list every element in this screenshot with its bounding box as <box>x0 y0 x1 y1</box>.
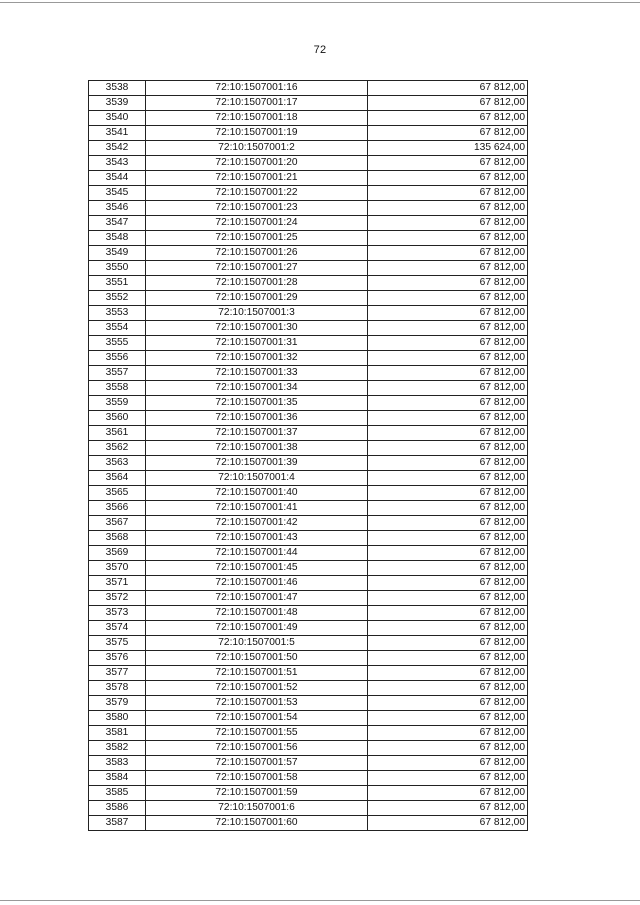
value-cell: 67 812,00 <box>368 351 528 366</box>
cadastral-number-cell: 72:10:1507001:34 <box>146 381 368 396</box>
value-cell: 67 812,00 <box>368 576 528 591</box>
row-number-cell: 3575 <box>89 636 146 651</box>
value-cell: 67 812,00 <box>368 786 528 801</box>
value-cell: 67 812,00 <box>368 441 528 456</box>
value-cell: 67 812,00 <box>368 651 528 666</box>
page-number: 72 <box>313 44 327 56</box>
table-row <box>89 366 528 381</box>
table-row <box>89 456 528 471</box>
row-number-cell: 3543 <box>89 156 146 171</box>
value-cell: 67 812,00 <box>368 156 528 171</box>
page-top-edge <box>0 2 640 3</box>
row-number-cell: 3558 <box>89 381 146 396</box>
value-cell: 67 812,00 <box>368 396 528 411</box>
table-row <box>89 321 528 336</box>
row-number-cell: 3540 <box>89 111 146 126</box>
cadastral-number-cell: 72:10:1507001:54 <box>146 711 368 726</box>
value-cell: 67 812,00 <box>368 561 528 576</box>
cadastral-number-cell: 72:10:1507001:25 <box>146 231 368 246</box>
value-cell: 67 812,00 <box>368 81 528 96</box>
value-cell: 67 812,00 <box>368 801 528 816</box>
row-number-cell: 3550 <box>89 261 146 276</box>
table-row <box>89 231 528 246</box>
table-row <box>89 501 528 516</box>
row-number-cell: 3538 <box>89 81 146 96</box>
cadastral-number-cell: 72:10:1507001:40 <box>146 486 368 501</box>
cadastral-number-cell: 72:10:1507001:46 <box>146 576 368 591</box>
table-row <box>89 381 528 396</box>
cadastral-number-cell: 72:10:1507001:32 <box>146 351 368 366</box>
cadastral-number-cell: 72:10:1507001:18 <box>146 111 368 126</box>
table-row <box>89 576 528 591</box>
row-number-cell: 3548 <box>89 231 146 246</box>
value-cell: 67 812,00 <box>368 681 528 696</box>
value-cell: 67 812,00 <box>368 261 528 276</box>
cadastral-number-cell: 72:10:1507001:37 <box>146 426 368 441</box>
value-cell: 67 812,00 <box>368 531 528 546</box>
value-cell: 67 812,00 <box>368 186 528 201</box>
table-row <box>89 471 528 486</box>
row-number-cell: 3545 <box>89 186 146 201</box>
table-row <box>89 726 528 741</box>
table-row <box>89 276 528 291</box>
value-cell: 67 812,00 <box>368 726 528 741</box>
cadastral-number-cell: 72:10:1507001:26 <box>146 246 368 261</box>
cadastral-number-cell: 72:10:1507001:45 <box>146 561 368 576</box>
table-row <box>89 261 528 276</box>
table-row <box>89 606 528 621</box>
row-number-cell: 3581 <box>89 726 146 741</box>
row-number-cell: 3576 <box>89 651 146 666</box>
value-cell: 67 812,00 <box>368 96 528 111</box>
value-cell: 67 812,00 <box>368 171 528 186</box>
value-cell: 67 812,00 <box>368 606 528 621</box>
value-cell: 67 812,00 <box>368 741 528 756</box>
row-number-cell: 3556 <box>89 351 146 366</box>
table-row <box>89 441 528 456</box>
table-row <box>89 651 528 666</box>
table-row <box>89 516 528 531</box>
table-row <box>89 291 528 306</box>
row-number-cell: 3563 <box>89 456 146 471</box>
value-cell: 67 812,00 <box>368 246 528 261</box>
row-number-cell: 3551 <box>89 276 146 291</box>
cadastral-number-cell: 72:10:1507001:22 <box>146 186 368 201</box>
row-number-cell: 3560 <box>89 411 146 426</box>
row-number-cell: 3582 <box>89 741 146 756</box>
table-row <box>89 711 528 726</box>
table-row <box>89 636 528 651</box>
cadastral-number-cell: 72:10:1507001:56 <box>146 741 368 756</box>
value-cell: 67 812,00 <box>368 126 528 141</box>
value-cell: 67 812,00 <box>368 816 528 831</box>
table-row <box>89 396 528 411</box>
row-number-cell: 3565 <box>89 486 146 501</box>
table-row <box>89 171 528 186</box>
cadastral-number-cell: 72:10:1507001:55 <box>146 726 368 741</box>
cadastral-number-cell: 72:10:1507001:16 <box>146 81 368 96</box>
cadastral-number-cell: 72:10:1507001:24 <box>146 216 368 231</box>
cadastral-number-cell: 72:10:1507001:53 <box>146 696 368 711</box>
value-cell: 67 812,00 <box>368 501 528 516</box>
row-number-cell: 3572 <box>89 591 146 606</box>
cadastral-number-cell: 72:10:1507001:17 <box>146 96 368 111</box>
cadastral-number-cell: 72:10:1507001:3 <box>146 306 368 321</box>
cadastral-number-cell: 72:10:1507001:29 <box>146 291 368 306</box>
value-cell: 67 812,00 <box>368 711 528 726</box>
cadastral-number-cell: 72:10:1507001:23 <box>146 201 368 216</box>
cadastral-number-cell: 72:10:1507001:48 <box>146 606 368 621</box>
row-number-cell: 3567 <box>89 516 146 531</box>
row-number-cell: 3568 <box>89 531 146 546</box>
value-cell: 67 812,00 <box>368 291 528 306</box>
cadastral-number-cell: 72:10:1507001:36 <box>146 411 368 426</box>
table-row <box>89 186 528 201</box>
row-number-cell: 3559 <box>89 396 146 411</box>
table-row <box>89 126 528 141</box>
row-number-cell: 3549 <box>89 246 146 261</box>
cadastral-number-cell: 72:10:1507001:21 <box>146 171 368 186</box>
table-row <box>89 111 528 126</box>
cadastral-number-cell: 72:10:1507001:50 <box>146 651 368 666</box>
cadastral-number-cell: 72:10:1507001:41 <box>146 501 368 516</box>
value-cell: 67 812,00 <box>368 456 528 471</box>
cadastral-number-cell: 72:10:1507001:44 <box>146 546 368 561</box>
row-number-cell: 3570 <box>89 561 146 576</box>
value-cell: 67 812,00 <box>368 111 528 126</box>
cadastral-number-cell: 72:10:1507001:6 <box>146 801 368 816</box>
value-cell: 67 812,00 <box>368 696 528 711</box>
value-cell: 67 812,00 <box>368 771 528 786</box>
row-number-cell: 3552 <box>89 291 146 306</box>
row-number-cell: 3562 <box>89 441 146 456</box>
cadastral-number-cell: 72:10:1507001:60 <box>146 816 368 831</box>
table-row <box>89 336 528 351</box>
page-bottom-edge <box>0 900 640 901</box>
value-cell: 67 812,00 <box>368 276 528 291</box>
cadastral-number-cell: 72:10:1507001:51 <box>146 666 368 681</box>
cadastral-number-cell: 72:10:1507001:49 <box>146 621 368 636</box>
row-number-cell: 3574 <box>89 621 146 636</box>
cadastral-number-cell: 72:10:1507001:31 <box>146 336 368 351</box>
table-row <box>89 246 528 261</box>
row-number-cell: 3566 <box>89 501 146 516</box>
value-cell: 67 812,00 <box>368 411 528 426</box>
cadastral-number-cell: 72:10:1507001:5 <box>146 636 368 651</box>
table-row <box>89 351 528 366</box>
value-cell: 67 812,00 <box>368 336 528 351</box>
table-row <box>89 96 528 111</box>
table-row <box>89 591 528 606</box>
value-cell: 67 812,00 <box>368 591 528 606</box>
value-cell: 67 812,00 <box>368 321 528 336</box>
value-cell: 67 812,00 <box>368 486 528 501</box>
value-cell: 67 812,00 <box>368 381 528 396</box>
cadastral-number-cell: 72:10:1507001:47 <box>146 591 368 606</box>
row-number-cell: 3542 <box>89 141 146 156</box>
cadastral-number-cell: 72:10:1507001:59 <box>146 786 368 801</box>
value-cell: 67 812,00 <box>368 216 528 231</box>
table-row <box>89 216 528 231</box>
table-row <box>89 411 528 426</box>
row-number-cell: 3578 <box>89 681 146 696</box>
value-cell: 67 812,00 <box>368 426 528 441</box>
cadastral-number-cell: 72:10:1507001:4 <box>146 471 368 486</box>
table-row <box>89 486 528 501</box>
cadastral-number-cell: 72:10:1507001:39 <box>146 456 368 471</box>
cadastral-number-cell: 72:10:1507001:2 <box>146 141 368 156</box>
table-row <box>89 306 528 321</box>
row-number-cell: 3587 <box>89 816 146 831</box>
value-cell: 67 812,00 <box>368 306 528 321</box>
row-number-cell: 3544 <box>89 171 146 186</box>
table-row <box>89 741 528 756</box>
table-row <box>89 801 528 816</box>
row-number-cell: 3577 <box>89 666 146 681</box>
row-number-cell: 3546 <box>89 201 146 216</box>
table-row <box>89 771 528 786</box>
table-row <box>89 81 528 96</box>
table-row <box>89 786 528 801</box>
cadastral-number-cell: 72:10:1507001:30 <box>146 321 368 336</box>
cadastral-number-cell: 72:10:1507001:28 <box>146 276 368 291</box>
cadastral-number-cell: 72:10:1507001:57 <box>146 756 368 771</box>
row-number-cell: 3539 <box>89 96 146 111</box>
row-number-cell: 3586 <box>89 801 146 816</box>
row-number-cell: 3547 <box>89 216 146 231</box>
row-number-cell: 3564 <box>89 471 146 486</box>
value-cell: 67 812,00 <box>368 201 528 216</box>
value-cell: 67 812,00 <box>368 666 528 681</box>
row-number-cell: 3580 <box>89 711 146 726</box>
table-row <box>89 666 528 681</box>
value-cell: 67 812,00 <box>368 366 528 381</box>
value-cell: 67 812,00 <box>368 471 528 486</box>
table-row <box>89 531 528 546</box>
table-row <box>89 816 528 831</box>
table-row <box>89 696 528 711</box>
value-cell: 67 812,00 <box>368 231 528 246</box>
value-cell: 67 812,00 <box>368 756 528 771</box>
cadastral-number-cell: 72:10:1507001:19 <box>146 126 368 141</box>
table-row <box>89 201 528 216</box>
value-cell: 67 812,00 <box>368 516 528 531</box>
row-number-cell: 3571 <box>89 576 146 591</box>
row-number-cell: 3554 <box>89 321 146 336</box>
row-number-cell: 3569 <box>89 546 146 561</box>
cadastral-number-cell: 72:10:1507001:42 <box>146 516 368 531</box>
table-row <box>89 156 528 171</box>
value-cell: 135 624,00 <box>368 141 528 156</box>
cadastral-number-cell: 72:10:1507001:20 <box>146 156 368 171</box>
table-row <box>89 561 528 576</box>
cadastral-number-cell: 72:10:1507001:43 <box>146 531 368 546</box>
table-row <box>89 141 528 156</box>
parcel-table <box>88 80 528 831</box>
cadastral-number-cell: 72:10:1507001:52 <box>146 681 368 696</box>
row-number-cell: 3561 <box>89 426 146 441</box>
value-cell: 67 812,00 <box>368 636 528 651</box>
row-number-cell: 3541 <box>89 126 146 141</box>
row-number-cell: 3583 <box>89 756 146 771</box>
cadastral-number-cell: 72:10:1507001:27 <box>146 261 368 276</box>
cadastral-number-cell: 72:10:1507001:35 <box>146 396 368 411</box>
cadastral-number-cell: 72:10:1507001:33 <box>146 366 368 381</box>
row-number-cell: 3553 <box>89 306 146 321</box>
cadastral-number-cell: 72:10:1507001:58 <box>146 771 368 786</box>
row-number-cell: 3579 <box>89 696 146 711</box>
row-number-cell: 3585 <box>89 786 146 801</box>
row-number-cell: 3573 <box>89 606 146 621</box>
table-row <box>89 546 528 561</box>
row-number-cell: 3584 <box>89 771 146 786</box>
table-row <box>89 681 528 696</box>
cadastral-number-cell: 72:10:1507001:38 <box>146 441 368 456</box>
row-number-cell: 3555 <box>89 336 146 351</box>
table-row <box>89 756 528 771</box>
table-row <box>89 426 528 441</box>
table-body <box>89 81 528 831</box>
table-row <box>89 621 528 636</box>
value-cell: 67 812,00 <box>368 546 528 561</box>
value-cell: 67 812,00 <box>368 621 528 636</box>
row-number-cell: 3557 <box>89 366 146 381</box>
